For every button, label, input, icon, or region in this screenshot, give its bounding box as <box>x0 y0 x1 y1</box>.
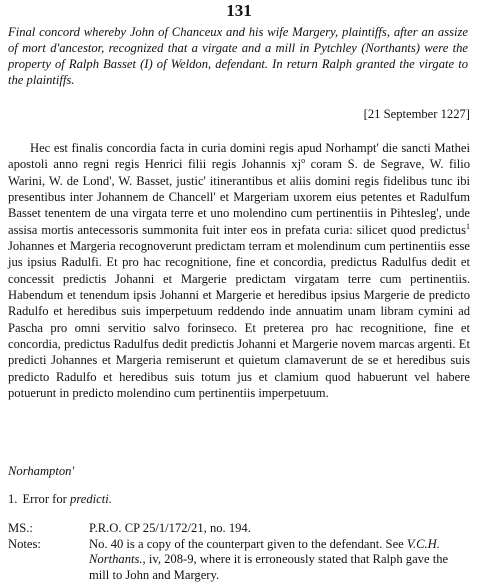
notes-reference: V.C.H. Northants. <box>89 536 440 567</box>
document-number: 131 <box>226 1 252 20</box>
ordinal-superscript: o <box>301 156 306 166</box>
document-date: [21 September 1227] <box>363 107 470 121</box>
document-body <box>8 140 470 402</box>
place-name: Norhampton' <box>8 464 75 478</box>
footnote-marker: 1 <box>466 221 470 231</box>
footnote-number: 1. <box>8 492 18 506</box>
body-part-1: Hec est finalis concordia facta in curia domini regis apud Norhampt' die sancti Mathei apostoli anno regni regis Henrici filii regis Johannis xj <box>8 141 470 172</box>
ms-value: P.R.O. CP 25/1/172/21, no. 194. <box>89 521 251 535</box>
notes-part-1: No. 40 is a copy of the counterpart given to the defendant. See <box>89 536 407 551</box>
notes-label: Notes: <box>8 536 41 551</box>
notes-value <box>89 537 470 584</box>
ms-row <box>8 521 470 537</box>
body-part-2: coram S. de Segrave, W. filio Warini, W. de Lond', W. Basset, justic' itinerantibus et aliis domini regis fidelibus tunc ibi presentibus inter Johannem de Chancell' et Margeriam uxorem eius petentes et Radulfum Basset tenentem de una virgata terre et uno molendino cum pertinentiis in Pihtesleg', unde assisa mortis antecessoris summonita fuit inter eos in prefata curia: silicet quod predictus <box>8 157 470 237</box>
footnote <box>8 491 112 507</box>
notes-row <box>8 537 470 584</box>
footnote-term: predicti. <box>70 492 112 506</box>
document-summary: Final concord whereby John of Chanceux and his wife Margery, plaintiffs, after an assize of mort d'ancestor, recognized that a virgate and a mill in Pytchley (Northants) were the property of Ralph Basset (I) of Weldon, defendant. In return Ralph granted the virgate to the plaintiffs. <box>8 25 468 87</box>
footnote-text: Error for <box>22 492 71 506</box>
notes-part-2: , iv, 208-9, where it is erroneously stated that Ralph gave the mill to John and Margery. <box>89 552 449 583</box>
notes-section <box>8 521 470 584</box>
ms-label: MS.: <box>8 521 33 535</box>
body-part-3: Johannes et Margeria recognoverunt predictam terram et molendinum cum pertinentiis esse jus ipsius Radulfi. Et pro hac recognitione, fine et concordia, predictus Radulfus dedit et concessit predictis Johanni et Margerie predictam virgatam terre cum pertinentiis. Habendum et tenendum ipsis Johanni et Margerie et heredibus ipsius Margerie de predicto Radulfo et heredibus suis imperpetuum reddendo inde annuatim unam libram cymini ad Pascha pro omni servitio salvo forinseco. Et preterea pro hac recognitione, fine et concordia, predictus Radulfus dedit predictis Johanni et Margerie novem marcas argenti. Et predicti Johannes et Margeria remiserunt et quietum clamaverunt de se et heredibus suis predicto Radulfo et heredibus suis totum jus et clamium quod habuerunt vel habere potuerunt in predicto molendino cum pertinentiis imperpetuum. <box>8 239 470 401</box>
